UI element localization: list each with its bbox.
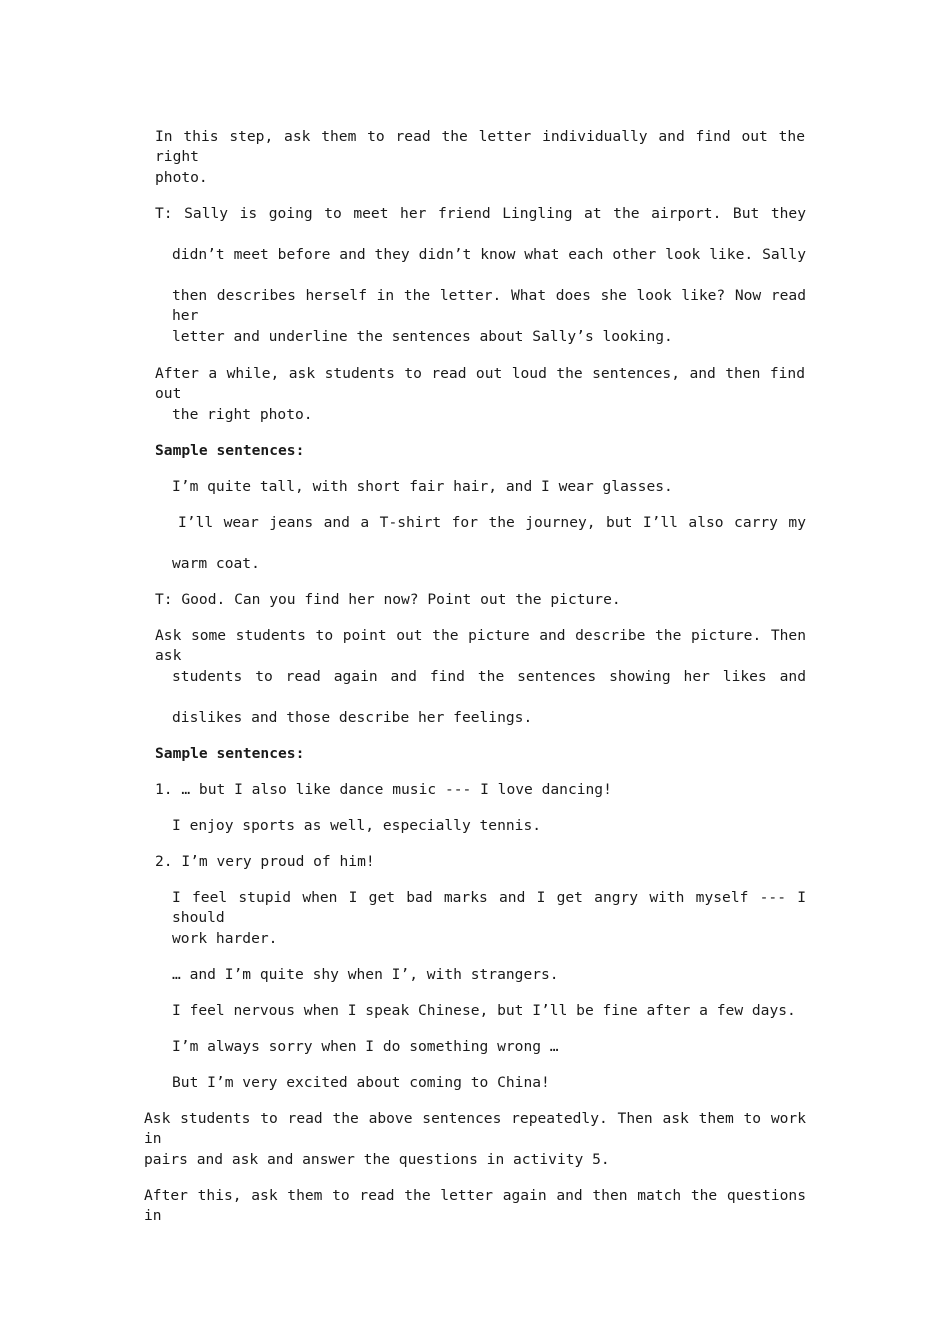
paragraph-line: In this step, ask them to read the letter individually and find out the right [155, 128, 805, 165]
section-heading: Sample sentences: [155, 442, 305, 459]
paragraph-line: dislikes and those describe her feelings. [172, 709, 533, 726]
sample-sentence: I’m quite tall, with short fair hair, and I wear glasses. [172, 478, 673, 495]
paragraph-line: T: Good. Can you find her now? Point out the picture. [155, 591, 621, 608]
sample-sentence: work harder. [172, 930, 278, 947]
paragraph-line: After this, ask them to read the letter again and then match the questions in [144, 1187, 806, 1224]
sample-sentence: I’ll wear jeans and a T-shirt for the journey, but I’ll also carry my [178, 514, 806, 531]
sample-sentence: I’m always sorry when I do something wrong … [172, 1038, 559, 1055]
sample-sentence: … and I’m quite shy when I’, with strangers. [172, 966, 559, 983]
paragraph-line: photo. [155, 169, 208, 186]
numbered-sentence: 1. … but I also like dance music --- I love dancing! [155, 781, 612, 798]
paragraph-line: students to read again and find the sentences showing her likes and [172, 668, 806, 685]
sample-sentence: I enjoy sports as well, especially tennis. [172, 817, 542, 834]
paragraph-line: Ask some students to point out the picture and describe the picture. Then ask [155, 627, 806, 664]
section-heading: Sample sentences: [155, 745, 305, 762]
sample-sentence: warm coat. [172, 555, 260, 572]
numbered-sentence: 2. I’m very proud of him! [155, 853, 375, 870]
paragraph-line: T: Sally is going to meet her friend Lingling at the airport. But they [155, 205, 806, 222]
paragraph-line: pairs and ask and answer the questions in activity 5. [144, 1151, 610, 1168]
sample-sentence: I feel nervous when I speak Chinese, but I’ll be fine after a few days. [172, 1002, 796, 1019]
paragraph-line: didn’t meet before and they didn’t know what each other look like. Sally [172, 246, 806, 263]
paragraph-line: the right photo. [172, 406, 313, 423]
sample-sentence: But I’m very excited about coming to China! [172, 1074, 550, 1091]
sample-sentence: I feel stupid when I get bad marks and I get angry with myself --- I should [172, 889, 806, 926]
paragraph-line: letter and underline the sentences about Sally’s looking. [172, 328, 673, 345]
paragraph-line: Ask students to read the above sentences repeatedly. Then ask them to work in [144, 1110, 806, 1147]
paragraph-line: After a while, ask students to read out loud the sentences, and then find out [155, 365, 805, 402]
paragraph-line: then describes herself in the letter. What does she look like? Now read her [172, 287, 806, 324]
